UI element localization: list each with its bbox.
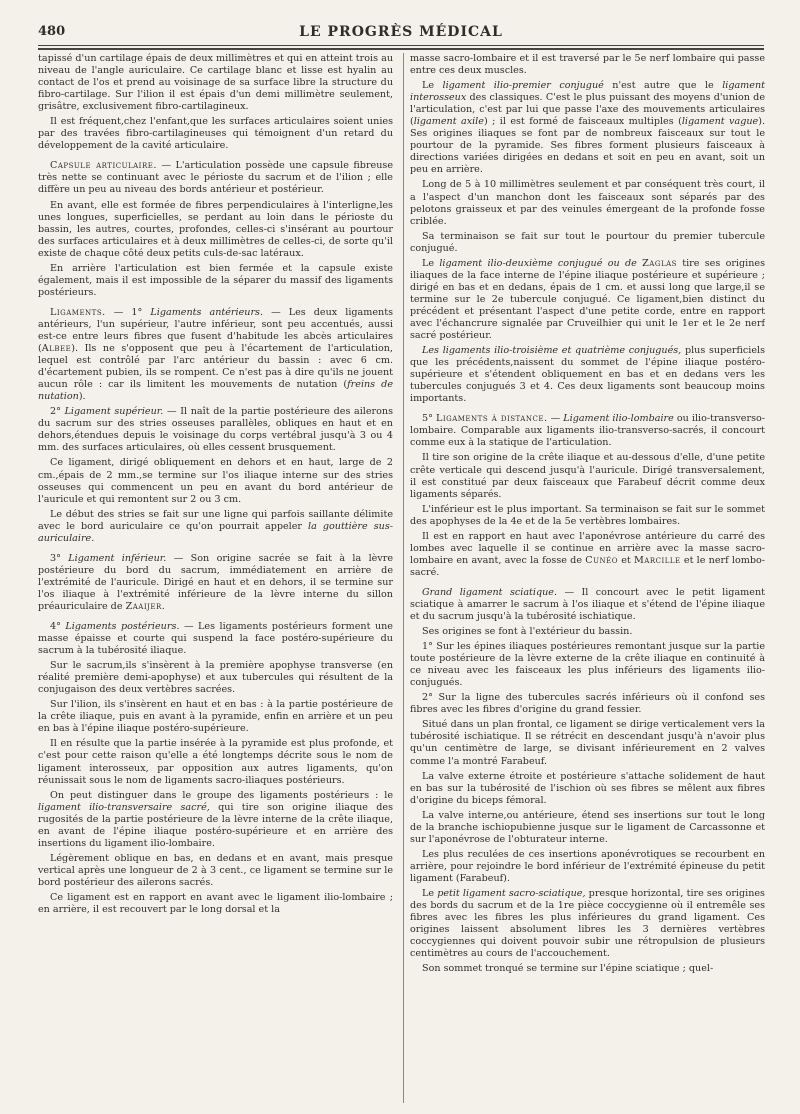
subsection-heading: Ligament inférieur. (68, 552, 167, 564)
author-name: Zaglas (642, 257, 677, 269)
italic-term: ligament ilio-transversaire sacré, (38, 801, 210, 813)
paragraph-text: . (161, 600, 165, 612)
paragraph-text: — Il naît de la partie postérieure des ailerons du sacrum sur des stries osseuses parallèles, obliques en haut et en dehors,étendues depuis le voisinage du corps vertébral jusqu'à 3 ou 4 mm. des surfaces articulaires, où elles cessent brusquement. (38, 406, 393, 454)
paragraph (38, 406, 393, 454)
paragraph-text: ). (78, 391, 86, 403)
italic-term: ligament vague (681, 116, 759, 128)
paragraph-text: tire ses origines iliaques de la face interne de l'épine iliaque postérieure et supérieure ; dirigé en bas et en dedans, épais de 1 cm. et aussi long que large,il se termine sur le 2e tubercule conjugué. Ce ligament,bien distinct du précédent et présentant l'aspect d'une petite corde, entre en rapport avec l'échancrure signalée par Cruveilhier qui unit le 1er et le 2e nerf sacré postérieur. (410, 257, 765, 342)
paragraph: Sa terminaison se fait sur tout le pourtour du premier tubercule conjugué. (410, 230, 765, 254)
paragraph: Légèrement oblique en bas, en dedans et en avant, mais presque vertical après une longueur de 2 à 3 cent., ce ligament se termine sur le bord postérieur des ailerons sacrés. (38, 852, 393, 888)
italic-term: ligament ilio-deuxième conjugué ou de (439, 257, 643, 269)
paragraph: 2° Sur la ligne des tubercules sacrés inférieurs où il confond ses fibres avec les fibres d'origine du grand fessier. (410, 692, 765, 716)
paragraph-text: ) ; il est formé de faisceaux multiples ( (483, 116, 682, 128)
paragraph (38, 553, 393, 613)
running-title: LE PROGRÈS MÉDICAL (299, 24, 503, 40)
paragraph: L'inférieur est le plus important. Sa terminaison se fait sur le sommet des apophyses de la 4e et de la 5e vertèbres lombaires. (410, 503, 765, 527)
paragraph-text: On peut distinguer dans le groupe des ligaments postérieurs : le (50, 789, 393, 801)
header-rule-thin (38, 45, 764, 46)
paragraph: Son sommet tronqué se termine sur l'épine sciatique ; quel- (422, 963, 714, 975)
paragraph (410, 888, 765, 960)
header-rule-thick (38, 48, 764, 50)
paragraph-text: et le nerf lombo-sacré. (410, 554, 765, 578)
paragraph-text: 4° (50, 621, 66, 633)
italic-term: ligament axile (413, 116, 484, 128)
paragraph-text: des classiques. C'est le plus puissant des moyens d'union de l'articulation, c'est par lui que passe l'axe des mouvements articulaires ( (410, 92, 765, 128)
paragraph: 1° Sur les épines iliaques postérieures remontant jusque sur la partie toute postérieure de la lèvre externe de la crête iliaque en continuité à ce niveau avec les faisceaux les plus inférieurs des ligaments ilio-conjugués. (410, 641, 765, 689)
paragraph-text: 2° (50, 406, 65, 418)
paragraph-text: Le début des stries se fait sur une ligne qui parfois saillante délimite avec le bord auriculaire ce qu'on pourrait appeler (38, 508, 393, 532)
paragraph (410, 80, 765, 176)
paragraph: masse sacro-lombaire et il est traversé par le 5e nerf lombaire qui passe entre ces deux muscles. (410, 53, 765, 77)
paragraph: Sur l'ilion, ils s'insèrent en haut et en bas : à la partie postérieure de la crête iliaque, puis en avant à la pyramide, enfin en arrière et un peu en bas à l'épine iliaque postéro-supérieure. (38, 699, 393, 735)
author-name: Zaaijer (125, 600, 162, 612)
subsection-heading: Ligaments antérieurs. (150, 306, 264, 318)
paragraph-text: et (617, 554, 634, 566)
paragraph-text: — L'articulation possède une capsule fibreuse très nette se continuant avec le périoste du sacrum et de l'ilion ; elle diffère un peu au niveau des bords antérieur et postérieur. (38, 160, 393, 196)
paragraph: Il est fréquent,chez l'enfant,que les surfaces articulaires soient unies par des travées fibro-cartilagineuses qui témoignent d'un retard du développement de la cavité articulaire. (38, 116, 393, 152)
italic-term: ligament ilio-premier conjugué (442, 80, 604, 92)
subsection-heading: Ligament supérieur. (64, 406, 164, 418)
paragraph-text: — Il concourt avec le petit ligament sciatique à amarrer le sacrum à l'os iliaque et s'étend de l'épine iliaque et du sacrum jusqu'à la tubérosité ischiatique. (410, 586, 765, 623)
subsection-heading: Ligament ilio-lombaire (563, 413, 674, 425)
right-column (410, 53, 765, 1103)
section-heading: Capsule articulaire. (50, 160, 157, 172)
section-heading: Ligaments à distance. (435, 413, 548, 425)
italic-term: ligament interosseux (410, 80, 765, 104)
author-name: Albee (41, 343, 72, 355)
page-number: 480 (38, 24, 66, 39)
paragraph (38, 307, 393, 403)
paragraph (410, 258, 765, 342)
paragraph (38, 790, 393, 850)
paragraph-text: 5° (422, 413, 436, 425)
left-column (38, 53, 393, 1103)
paragraph-text: — Les ligaments postérieurs forment une masse épaisse et courte qui suspend la face postéro-supérieure du sacrum à la tubérosité iliaque. (38, 621, 393, 657)
subsection-heading: Grand ligament sciatique. (422, 586, 558, 598)
italic-term: petit ligament sacro-sciatique, (437, 888, 586, 899)
paragraph-text: presque horizontal, tire ses origines des bords du sacrum et de la 1re pièce coccygienne où il entremêle ses fibres avec les fibres les plus inférieures du grand ligament. Ces origines laissent absolument libres les 3 dernières vertèbres coccygiennes qui doivent pouvoir subir une rétropulsion de plusieurs centimètres au cours de l'accouchement. (410, 888, 765, 960)
italic-term: la gouttière sus-auriculaire. (38, 520, 393, 544)
paragraph-text: qui tire son origine iliaque des rugosités de la partie postérieure de la lèvre interne de la crête iliaque, en avant de l'épine iliaque postéro-supérieure et en arrière des insertions du ligament ilio-lombaire. (38, 801, 393, 849)
paragraph-text: ou ilio-transverso-lombaire. Comparable aux ligaments ilio-transverso-sacrés, il concourt comme eux à la statique de l'articulation. (410, 413, 765, 449)
paragraph: Ses origines se font à l'extérieur du bassin. (422, 626, 633, 638)
paragraph-text: — 1° (105, 306, 151, 318)
author-name: Marcille (633, 554, 681, 566)
paragraph-text: n'est autre que le (603, 80, 723, 92)
italic-term: Les ligaments ilio-troisième et quatrième conjugués, (422, 345, 682, 357)
paragraph (38, 160, 393, 196)
paragraph: tapissé d'un cartilage épais de deux millimètres et qui en atteint trois au niveau de l'angle auriculaire. Ce cartilage blanc et lisse est hyalin au contact de l'os et prend au voisinage de sa surface libre la structure du fibro-cartilage. Sur l'ilion il est épais d'un demi millimètre seulement, grisâtre, exclusivement fibro-cartilagineux. (38, 53, 393, 113)
italic-term: freins de nutation (38, 379, 393, 403)
paragraph: Sur le sacrum,ils s'insèrent à la première apophyse transverse (en réalité première demi-apophyse) et aux tubercules qui résultent de la conjugaison des deux vertèbres sacrées. (38, 660, 393, 696)
paragraph (38, 621, 393, 657)
paragraph: Il tire son origine de la crête iliaque et au-dessous d'elle, d'une petite crête verticale qui descend jusqu'à l'auricule. Dirigé transversalement, il est constitué par deux faisceaux que Farabeuf décrit comme deux ligaments séparés. (410, 452, 765, 500)
paragraph-text: plus superficiels que les précédents,naissent du sommet de l'épine iliaque postéro-supérieure et s'étendent obliquement en bas et en dedans vers les tubercules conjugués 3 et 4. Ces deux ligaments sont beaucoup moins importants. (410, 345, 765, 405)
paragraph-text: Le (422, 888, 438, 899)
paragraph: En avant, elle est formée de fibres perpendiculaires à l'interligne,les unes longues, superficielles, se perdant au loin dans le périoste du bassin, les autres, courtes, profondes, celles-ci s'insérant au pourtour des surfaces articulaires et à deux millimètres de celles-ci, de sorte qu'il existe de chaque côté deux petits culs-de-sac latéraux. (38, 199, 393, 259)
paragraph-text: — (547, 413, 564, 425)
paragraph: Situé dans un plan frontal, ce ligament se dirige verticalement vers la tubérosité ischiatique. Il se rétrécit en descendant jusqu'à n'avoir plus qu'un centimètre de large, se divisant inférieurement en 2 valves comme l'a montré Farabeuf. (410, 719, 765, 767)
section-heading: Ligaments. (50, 306, 106, 318)
paragraph (410, 413, 765, 449)
paragraph-text: 3° (50, 552, 69, 564)
paragraph-text: — Les deux ligaments antérieurs, l'un supérieur, l'autre inférieur, sont peu accentués, aussi est-ce entre leurs fibres que fusent d'habitude les abcès articulaires ( (38, 306, 393, 355)
page-header (38, 24, 764, 44)
paragraph: Ce ligament est en rapport en avant avec le ligament ilio-lombaire ; en arrière, il est recouvert par le long dorsal et la (38, 892, 393, 916)
paragraph: En arrière l'articulation est bien fermée et la capsule existe également, mais il est impossible de la séparer du massif des ligaments postérieurs. (38, 262, 393, 298)
author-name: Cunéo (585, 554, 618, 566)
paragraph: Les plus reculées de ces insertions aponévrotiques se recourbent en arrière, pour rejoindre le bord inférieur de l'extrémité épineuse du petit ligament (Farabeuf). (410, 848, 765, 884)
column-divider (403, 53, 404, 1103)
paragraph (410, 531, 765, 579)
paragraph: Ce ligament, dirigé obliquement en dehors et en haut, large de 2 cm.,épais de 2 mm.,se termine sur l'os iliaque interne sur des stries osseuses qui commencent un peu en avant du bord antérieur de l'auricule et qui remontent sur 2 ou 3 cm. (38, 457, 393, 505)
paragraph (38, 509, 393, 545)
paragraph-text: Le (422, 80, 443, 92)
paragraph-text: — Son origine sacrée se fait à la lèvre postérieure du bord du sacrum, immédiatement en arrière de l'extrémité de l'auricule. Dirigé en haut et en dehors, il se termine sur l'os iliaque à l'extrémité inférieure de la lèvre interne du sillon préauriculaire de (38, 552, 393, 612)
paragraph (410, 587, 765, 623)
paragraph: Il en résulte que la partie insérée à la pyramide est plus profonde, et c'est pour cette raison qu'elle a été longtemps décrite sous le nom de ligament interosseux, par opposition aux autres ligaments, qu'on réunissait sous le nom de ligaments sacro-iliaques postérieurs. (38, 738, 393, 786)
subsection-heading: Ligaments postérieurs. (65, 621, 180, 633)
paragraph: Long de 5 à 10 millimètres seulement et par conséquent très court, il a l'aspect d'un manchon dont les faisceaux sont séparés par des pelotons graisseux et par des veinules émergeant de la profonde fosse criblée. (410, 179, 765, 227)
paragraph-text: ). Ils ne s'opposent que peu à l'écartement de l'articulation, lequel est contrôlé par l'arc antérieur du bassin : avec 6 cm. d'écartement pubien, ils se rompent. Ce n'est pas à dire qu'ils ne jouent aucun rôle : car ils limitent les mouvements de nutation ( (38, 343, 393, 391)
paragraph-text: Le (422, 257, 440, 269)
paragraph-text: ). Ses origines iliaques se font par de nombreux faisceaux sur tout le pourtour de la pyramide. Ses fibres forment plusieurs faisceaux à directions variées dirigées en dedans et soit en peu en avant, soit un peu en arrière. (410, 116, 765, 176)
paragraph-text: Il est en rapport en haut avec l'aponévrose antérieure du carré des lombes avec laquelle il se continue en arrière avec la masse sacro-lombaire en avant, avec la fosse de (410, 530, 765, 566)
paragraph: La valve interne,ou antérieure, étend ses insertions sur tout le long de la branche ischiopubienne jusque sur le ligament de Carcassonne et sur l'aponévrose de l'obturateur interne. (410, 809, 765, 845)
paragraph (410, 345, 765, 405)
paragraph: La valve externe étroite et postérieure s'attache solidement de haut en bas sur la tubérosité de l'ischion où ses fibres se mêlent aux fibres d'origine du biceps fémoral. (410, 770, 765, 806)
